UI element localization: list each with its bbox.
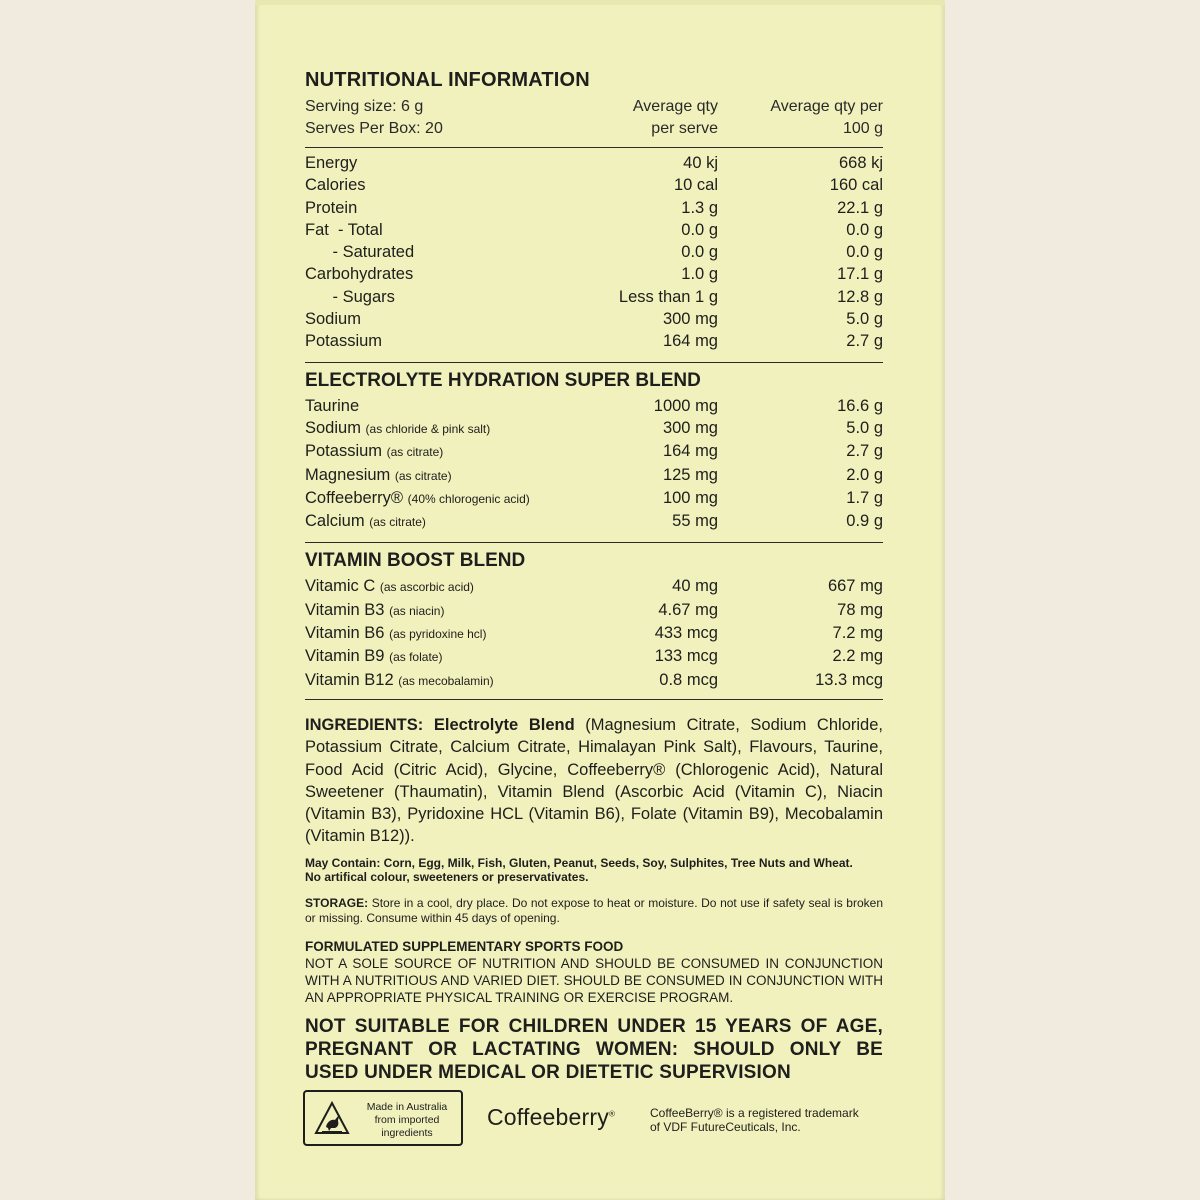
storage-text: Store in a cool, dry place. Do not expose to heat or moisture. Do not use if safety seal is broken or missing. Consume within 45 days of opening. bbox=[305, 895, 883, 925]
table-row bbox=[305, 197, 883, 219]
ingredients-paragraph bbox=[305, 714, 883, 848]
ingredient-per-100g: 1.7 g bbox=[846, 488, 883, 507]
kangaroo-triangle-icon bbox=[313, 1100, 351, 1138]
table-row bbox=[305, 440, 883, 463]
brand-registered-mark: ® bbox=[608, 1109, 616, 1119]
ingredient-name: Magnesium bbox=[305, 465, 391, 484]
table-row bbox=[305, 575, 883, 598]
nutrient-per-100g: 5.0 g bbox=[846, 310, 883, 329]
vitamin-name: Vitamin B6 bbox=[305, 624, 385, 643]
ingredient-per-100g: 5.0 g bbox=[846, 418, 883, 437]
may-contain-line2: No artifical colour, sweeteners or preservativates. bbox=[305, 869, 589, 884]
table-row bbox=[305, 622, 883, 645]
ingredient-note: (40% chlorogenic acid) bbox=[407, 491, 530, 506]
vitamin-per-serve: 133 mcg bbox=[654, 647, 718, 666]
nutrient-per-serve: 164 mg bbox=[662, 332, 718, 351]
nutrient-per-serve: 10 cal bbox=[673, 176, 718, 195]
vitamin-per-serve: 4.67 mg bbox=[658, 600, 718, 619]
ingredient-per-serve: 55 mg bbox=[672, 512, 718, 531]
nutrition-header-row1 bbox=[305, 96, 883, 118]
electrolyte-title: ELECTROLYTE HYDRATION SUPER BLEND bbox=[305, 369, 701, 391]
ingredients-blend-label: Electrolyte Blend bbox=[433, 715, 575, 734]
table-row bbox=[305, 174, 883, 196]
nutrient-name: - Sugars bbox=[305, 287, 395, 306]
nutrient-name: - Saturated bbox=[305, 243, 415, 262]
brand-name: Coffeeberry bbox=[487, 1104, 609, 1130]
vitamin-title: VITAMIN BOOST BLEND bbox=[305, 550, 526, 572]
made-line2: from imported bbox=[374, 1114, 440, 1126]
ingredient-per-100g: 0.9 g bbox=[846, 512, 883, 531]
table-row bbox=[305, 241, 883, 263]
ingredient-note: (as citrate) bbox=[394, 468, 452, 483]
table-row bbox=[305, 487, 883, 510]
table-row bbox=[305, 464, 883, 487]
nutrient-name: Energy bbox=[305, 154, 358, 172]
ingredient-name: Taurine bbox=[305, 396, 360, 415]
ingredient-per-serve: 164 mg bbox=[662, 442, 718, 461]
col-100g-header-1: Average qty per bbox=[770, 98, 883, 115]
table-row bbox=[305, 152, 883, 174]
ingredient-note: (as citrate) bbox=[369, 515, 426, 530]
formulated-text: NOT A SOLE SOURCE OF NUTRITION AND SHOULD BE CONSUMED IN CONJUNCTION WITH A NUTRITIOUS AND VARIED DIET. SHOULD BE CONSUMED IN CONJUNCTION WITH AN APPROPRIATE PHYSICAL TRAINING OR EXERCISE PROGRAM. bbox=[305, 955, 883, 1005]
nutrient-name: Fat - Total bbox=[305, 220, 383, 239]
nutrition-rows bbox=[305, 152, 883, 353]
storage-paragraph bbox=[305, 896, 883, 926]
ingredient-per-serve: 100 mg bbox=[662, 488, 718, 507]
may-contain bbox=[305, 856, 883, 884]
ingredient-note: (as chloride & pink salt) bbox=[365, 421, 491, 436]
vitamin-name: Vitamin B12 bbox=[305, 670, 394, 689]
footer bbox=[303, 1090, 883, 1150]
vitamin-per-serve: 40 mg bbox=[672, 577, 718, 596]
nutrient-per-100g: 22.1 g bbox=[837, 198, 883, 217]
table-row bbox=[305, 510, 883, 533]
made-in-australia-text bbox=[357, 1101, 457, 1140]
table-row bbox=[305, 308, 883, 330]
vitamin-note: (as pyridoxine hcl) bbox=[389, 627, 487, 642]
vitamin-per-100g: 78 mg bbox=[837, 600, 883, 619]
may-contain-line1: May Contain: Corn, Egg, Milk, Fish, Gluten, Peanut, Seeds, Soy, Sulphites, Tree Nuts and Wheat. bbox=[305, 855, 853, 870]
made-line3: ingredients bbox=[381, 1127, 433, 1139]
ingredient-name: Coffeeberry® bbox=[305, 488, 404, 507]
nutrient-per-100g: 160 cal bbox=[829, 176, 883, 195]
vitamin-note: (as folate) bbox=[389, 650, 443, 665]
table-row bbox=[305, 417, 883, 440]
table-row bbox=[305, 669, 883, 692]
vitamin-per-100g: 13.3 mcg bbox=[815, 670, 883, 689]
vitamin-per-100g: 7.2 mg bbox=[832, 624, 883, 643]
trademark-notice bbox=[650, 1106, 859, 1134]
ingredient-per-serve: 125 mg bbox=[662, 465, 718, 484]
nutrient-name: Carbohydrates bbox=[305, 265, 414, 284]
serving-size: Serving size: 6 g bbox=[305, 98, 424, 115]
label-content bbox=[305, 64, 883, 1084]
table-row bbox=[305, 263, 883, 285]
ingredient-name: Sodium bbox=[305, 418, 361, 437]
table-row bbox=[305, 286, 883, 308]
nutrient-per-serve: 300 mg bbox=[662, 310, 718, 329]
made-in-australia-badge bbox=[303, 1090, 463, 1146]
col-100g-header-2: 100 g bbox=[842, 120, 883, 137]
nutrient-per-100g: 0.0 g bbox=[846, 243, 883, 262]
ingredient-per-serve: 300 mg bbox=[662, 418, 718, 437]
table-row bbox=[305, 330, 883, 352]
vitamin-per-100g: 2.2 mg bbox=[832, 647, 883, 666]
table-row bbox=[305, 645, 883, 668]
nutrient-name: Calories bbox=[305, 176, 366, 195]
nutrient-per-serve: 0.0 g bbox=[681, 243, 718, 262]
col-serve-header-2: per serve bbox=[651, 120, 718, 137]
ingredient-per-serve: 1000 mg bbox=[653, 396, 718, 415]
nutrient-per-serve: 40 kj bbox=[683, 154, 718, 172]
nutrient-per-serve: 1.0 g bbox=[681, 265, 718, 284]
divider bbox=[305, 699, 883, 700]
ingredient-name: Potassium bbox=[305, 442, 383, 461]
nutrient-name: Sodium bbox=[305, 310, 361, 329]
col-serve-header-1: Average qty bbox=[632, 98, 718, 115]
ingredient-name: Calcium bbox=[305, 512, 365, 531]
nutrition-title: NUTRITIONAL INFORMATION bbox=[305, 69, 590, 91]
nutrient-name: Protein bbox=[305, 198, 358, 217]
coffeeberry-logo bbox=[487, 1104, 615, 1131]
vitamin-note: (as ascorbic acid) bbox=[379, 580, 474, 595]
vitamin-name: Vitamin B3 bbox=[305, 600, 385, 619]
made-line1: Made in Australia bbox=[366, 1101, 448, 1113]
nutrient-per-100g: 0.0 g bbox=[846, 220, 883, 239]
divider bbox=[305, 542, 883, 543]
table-row bbox=[305, 395, 883, 417]
table-row bbox=[305, 219, 883, 241]
formulated-title: FORMULATED SUPPLEMENTARY SPORTS FOOD bbox=[305, 938, 624, 954]
warning-statement: NOT SUITABLE FOR CHILDREN UNDER 15 YEARS OF AGE, PREGNANT OR LACTATING WOMEN: SHOULD ONLY BE USED UNDER MEDICAL OR DIETETIC SUPERVISION bbox=[305, 1015, 883, 1083]
vitamin-note: (as mecobalamin) bbox=[398, 673, 494, 688]
nutrient-per-100g: 2.7 g bbox=[846, 332, 883, 351]
nutrient-name: Potassium bbox=[305, 332, 383, 351]
vitamin-per-serve: 0.8 mcg bbox=[659, 670, 718, 689]
storage-label: STORAGE: bbox=[305, 895, 369, 910]
vitamin-name: Vitamic C bbox=[305, 577, 376, 596]
nutrient-per-serve: Less than 1 g bbox=[618, 287, 718, 306]
table-row bbox=[305, 599, 883, 622]
trademark-line1: CoffeeBerry® is a registered trademark bbox=[650, 1106, 859, 1120]
serves-per-box: Serves Per Box: 20 bbox=[305, 120, 443, 137]
trademark-line2: of VDF FutureCeuticals, Inc. bbox=[650, 1120, 801, 1134]
package-top-edge bbox=[255, 0, 945, 5]
formulated-block bbox=[305, 938, 883, 1006]
ingredient-note: (as citrate) bbox=[386, 445, 444, 460]
divider bbox=[305, 362, 883, 363]
vitamin-per-100g: 667 mg bbox=[827, 577, 883, 596]
nutrient-per-100g: 12.8 g bbox=[837, 287, 883, 306]
vitamin-per-serve: 433 mcg bbox=[654, 624, 718, 643]
vitamin-name: Vitamin B9 bbox=[305, 647, 385, 666]
ingredient-per-100g: 2.0 g bbox=[846, 465, 883, 484]
nutrient-per-100g: 668 kj bbox=[838, 154, 883, 172]
divider bbox=[305, 147, 883, 148]
electrolyte-rows bbox=[305, 395, 883, 534]
ingredient-per-100g: 2.7 g bbox=[846, 442, 883, 461]
vitamin-note: (as niacin) bbox=[389, 603, 445, 618]
nutrient-per-serve: 0.0 g bbox=[681, 220, 718, 239]
ingredients-text: (Magnesium Citrate, Sodium Chloride, Potassium Citrate, Calcium Citrate, Himalayan Pink Salt), Flavours, Taurine, Food Acid (Citric Acid), Glycine, Coffeeberry® (Chlorogenic Acid), Natural Sweetener (Thaumatin), Vitamin Blend (Ascorbic Acid (Vitamin C), Niacin (Vitamin B3), Pyridoxine HCL (Vitamin B6), Folate (Vitamin B9), Mecobalamin (Vitamin B12)). bbox=[305, 715, 883, 846]
nutrient-per-serve: 1.3 g bbox=[681, 198, 718, 217]
nutrient-per-100g: 17.1 g bbox=[837, 265, 883, 284]
ingredient-per-100g: 16.6 g bbox=[837, 396, 883, 415]
ingredients-label: INGREDIENTS: bbox=[305, 715, 424, 734]
nutrition-header-row2 bbox=[305, 118, 883, 140]
vitamin-rows bbox=[305, 575, 883, 691]
